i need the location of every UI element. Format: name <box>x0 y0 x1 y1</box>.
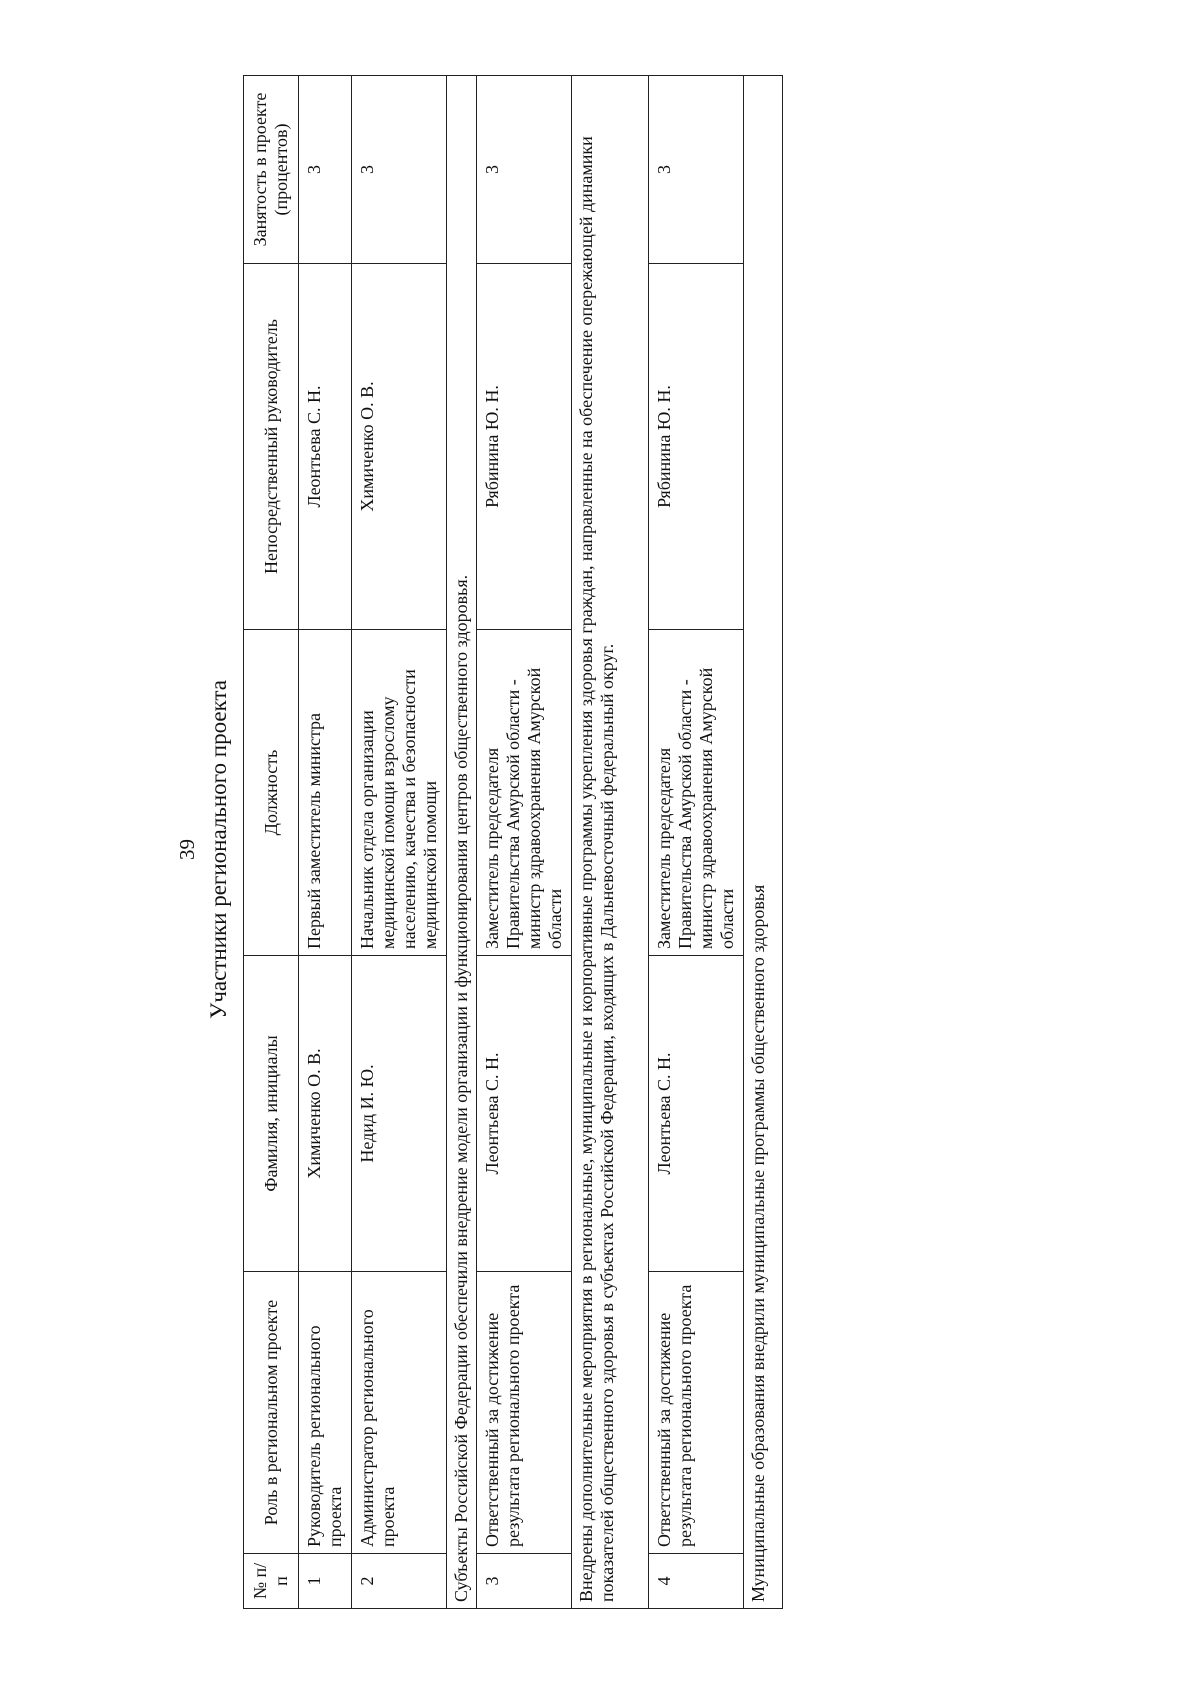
cell-employment: 3 <box>477 76 572 264</box>
cell-name: Химиченко О. В. <box>299 956 352 1272</box>
cell-manager: Рябинина Ю. Н. <box>649 264 744 630</box>
header-employment: Занятость в проекте (процентов) <box>244 76 299 264</box>
cell-num: 1 <box>299 1554 352 1609</box>
participants-table <box>243 75 783 1609</box>
header-role: Роль в региональном проекте <box>244 1272 299 1554</box>
cell-position: Начальник отдела организации медицинской помощи взрослому населению, качества и безопасности медицинской помощи <box>352 630 447 956</box>
table-row <box>352 76 447 1609</box>
cell-role: Ответственный за достижение результата регионального проекта <box>649 1272 744 1554</box>
cell-manager: Рябинина Ю. Н. <box>477 264 572 630</box>
cell-name: Леонтьева С. Н. <box>477 956 572 1272</box>
table-title: Участники регионального проекта <box>206 680 231 1019</box>
page-number: 39 <box>175 839 199 860</box>
section-row <box>447 76 477 1609</box>
table-row <box>649 76 744 1609</box>
cell-name: Леонтьева С. Н. <box>649 956 744 1272</box>
cell-employment: 3 <box>649 76 744 264</box>
table-header-row <box>244 76 299 1609</box>
section-text: Субъекты Российской Федерации обеспечили внедрение модели организации и функционирования центров общественного здоровья. <box>447 76 477 1609</box>
cell-position: Первый заместитель министра <box>299 630 352 956</box>
section-text: Муниципальные образования внедрили муниципальные программы общественного здоровья <box>744 76 783 1609</box>
cell-employment: 3 <box>299 76 352 264</box>
header-num: № п/п <box>244 1554 299 1609</box>
cell-position: Заместитель председателя Правительства Амурской области - министр здравоохранения Амурской области <box>477 630 572 956</box>
cell-role: Администратор регионального проекта <box>352 1272 447 1554</box>
header-name: Фамилия, инициалы <box>244 956 299 1272</box>
table-row <box>477 76 572 1609</box>
cell-employment: 3 <box>352 76 447 264</box>
cell-manager: Леонтьева С. Н. <box>299 264 352 630</box>
cell-name: Недид И. Ю. <box>352 956 447 1272</box>
table-row <box>299 76 352 1609</box>
cell-role: Ответственный за достижение результата регионального проекта <box>477 1272 572 1554</box>
cell-num: 4 <box>649 1554 744 1609</box>
cell-num: 2 <box>352 1554 447 1609</box>
cell-role: Руководитель регионального проекта <box>299 1272 352 1554</box>
section-text: Внедрены дополнительные мероприятия в региональные, муниципальные и корпоративные программы укрепления здоровья граждан, направленные на обеспечение опережающей динамики показателей общественного здоровья в субъектах Российской Федерации, входящих в Дальневосточный федеральный округ. <box>572 76 649 1609</box>
section-row <box>744 76 783 1609</box>
cell-manager: Химиченко О. В. <box>352 264 447 630</box>
cell-position: Заместитель председателя Правительства Амурской области - министр здравоохранения Амурской области <box>649 630 744 956</box>
header-manager: Непосредственный руководитель <box>244 264 299 630</box>
cell-num: 3 <box>477 1554 572 1609</box>
section-row <box>572 76 649 1609</box>
header-position: Должность <box>244 630 299 956</box>
